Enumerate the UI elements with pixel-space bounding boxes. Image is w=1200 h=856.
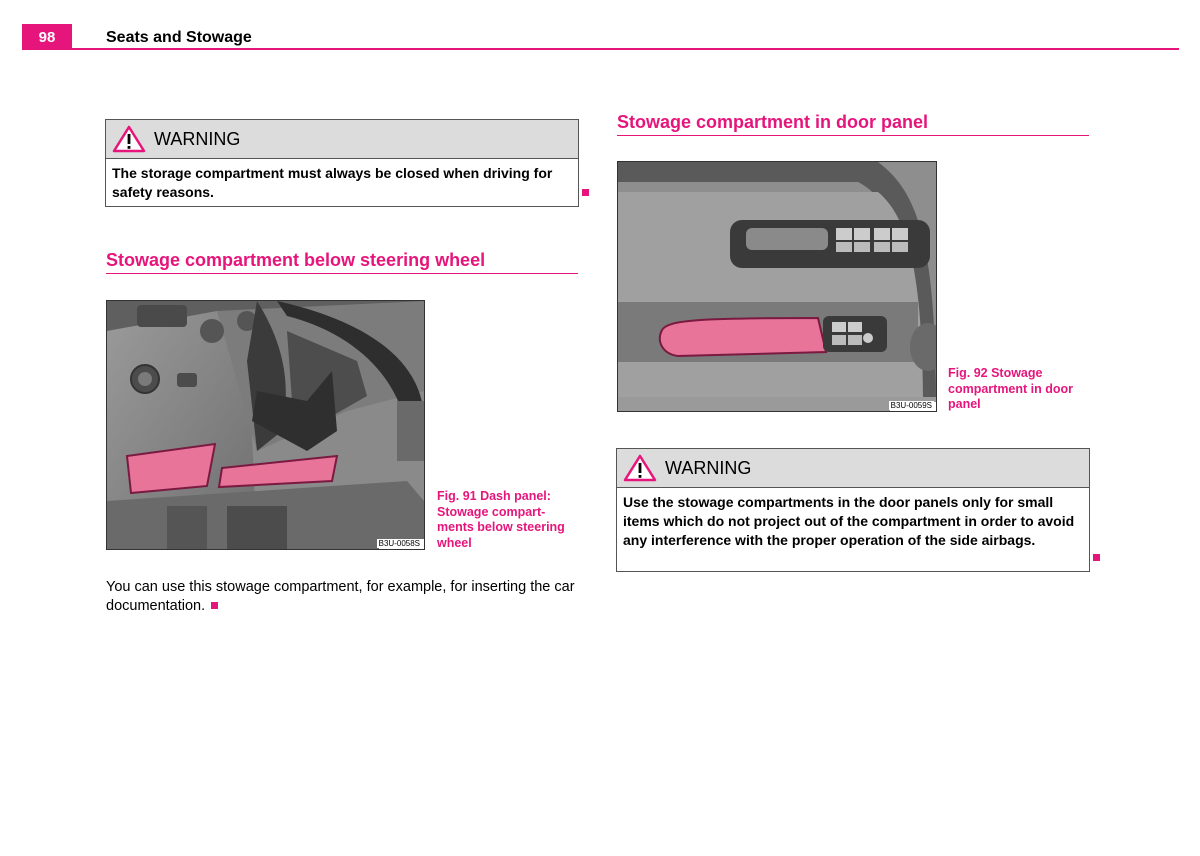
warning-box-door-panel bbox=[616, 448, 1090, 572]
figure-91-dash-panel bbox=[106, 300, 425, 550]
warning-box-storage bbox=[105, 119, 579, 207]
end-marker bbox=[582, 189, 589, 196]
door-panel-illustration bbox=[618, 162, 936, 411]
warning-text: Use the stowage compartments in the door panels only for small items which do not project out of the compartment in order to avoid any interference with the proper operation of the side airbags. bbox=[623, 494, 1075, 548]
caption-line: Fig. 92 Stowage bbox=[948, 366, 1043, 380]
figure-92-caption bbox=[948, 366, 1088, 413]
dash-panel-illustration bbox=[107, 301, 424, 549]
figure-code: B3U-0058S bbox=[378, 539, 420, 548]
caption-line: ments below steering bbox=[437, 520, 565, 534]
warning-text: The storage compartment must always be closed when driving for safety reasons. bbox=[112, 165, 553, 200]
section-body-text bbox=[106, 578, 586, 616]
warning-title: WARNING bbox=[665, 457, 752, 478]
section-rule bbox=[106, 273, 578, 274]
figure-91-caption bbox=[437, 489, 582, 551]
warning-title: WARNING bbox=[154, 128, 241, 149]
page-number: 98 bbox=[22, 24, 72, 50]
warning-header bbox=[617, 449, 1089, 488]
body-paragraph: You can use this stowage compartment, for example, for inserting the car documentation. bbox=[106, 579, 575, 614]
section-rule bbox=[617, 135, 1089, 136]
warning-header bbox=[106, 120, 578, 159]
end-marker bbox=[1093, 554, 1100, 561]
header-rule bbox=[22, 48, 1179, 50]
caption-line: compartment in door bbox=[948, 381, 1074, 396]
caption-line: panel bbox=[948, 397, 981, 411]
warning-triangle-icon bbox=[623, 454, 657, 482]
caption-line: Fig. 91 Dash panel: bbox=[437, 489, 551, 503]
figure-code: B3U-0059S bbox=[890, 401, 932, 410]
section-title-door-panel: Stowage compartment in door panel bbox=[617, 112, 929, 132]
caption-line: wheel bbox=[437, 535, 472, 550]
section-title-steering: Stowage compartment below steering wheel bbox=[106, 250, 486, 270]
page-header-title: Seats and Stowage bbox=[106, 29, 252, 46]
end-marker bbox=[211, 602, 218, 609]
caption-line: Stowage compart- bbox=[437, 504, 546, 519]
warning-triangle-icon bbox=[112, 125, 146, 153]
figure-92-door-panel bbox=[617, 161, 937, 412]
